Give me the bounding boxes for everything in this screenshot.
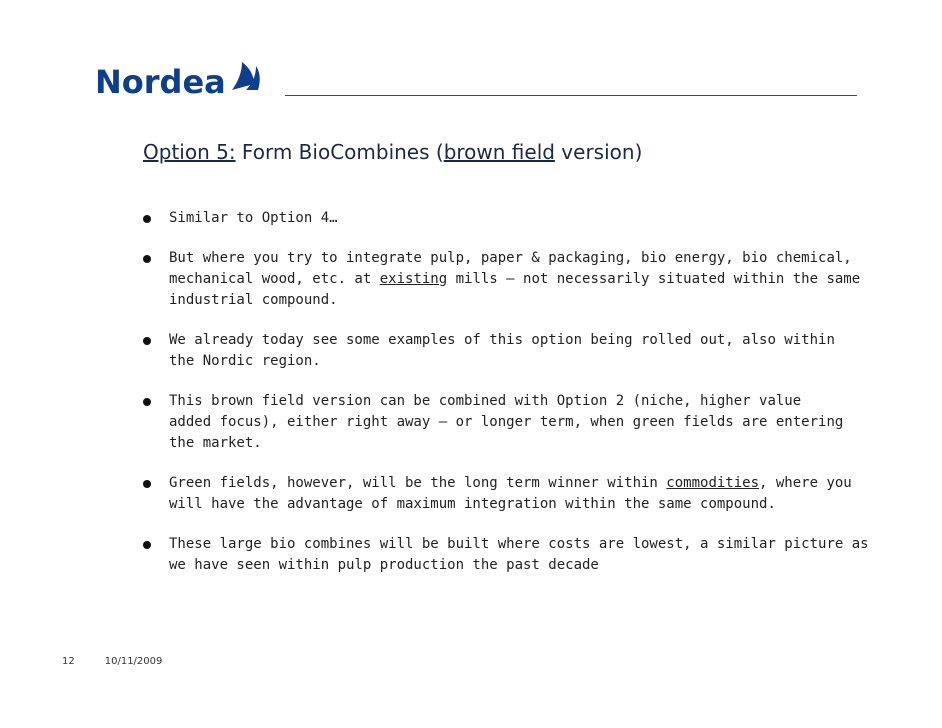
footer bbox=[62, 656, 162, 667]
bullet-item bbox=[143, 534, 869, 576]
bullet-line: Similar to Option 4… bbox=[169, 210, 338, 226]
bullet-line: added focus), either right away – or longer term, when green fields are entering bbox=[169, 414, 844, 430]
bullet-line: We already today see some examples of this option being rolled out, also within bbox=[169, 332, 835, 348]
bullet-line: industrial compound. bbox=[169, 292, 338, 308]
bullet-line bbox=[169, 473, 863, 494]
bullet-underlined: commodities bbox=[666, 475, 760, 491]
logo-text: Nordea bbox=[95, 63, 226, 101]
bullet-line: we have seen within pulp production the past decade bbox=[169, 557, 599, 573]
header-rule bbox=[285, 95, 857, 96]
title-underlined: brown field bbox=[443, 140, 555, 164]
bullet-list bbox=[143, 208, 869, 595]
bullet-post: , where you bbox=[759, 475, 852, 491]
sail-logo-icon bbox=[228, 60, 262, 94]
bullet-line bbox=[169, 269, 863, 290]
slide-title bbox=[143, 140, 642, 164]
bullet-pre: Green fields, however, will be the long term winner within bbox=[169, 475, 667, 491]
title-post: version) bbox=[554, 140, 643, 164]
bullet-line: the market. bbox=[169, 435, 262, 451]
bullet-line: the Nordic region. bbox=[169, 353, 321, 369]
bullet-line: will have the advantage of maximum integration within the same compound. bbox=[169, 496, 776, 512]
title-option-label: Option 5: bbox=[143, 140, 236, 164]
footer-date: 10/11/2009 bbox=[104, 656, 163, 667]
bullet-item bbox=[143, 330, 863, 372]
nordea-logo bbox=[95, 60, 262, 100]
bullet-underlined: existing bbox=[379, 271, 448, 287]
bullet-item bbox=[143, 208, 863, 229]
bullet-item bbox=[143, 391, 863, 454]
bullet-line: This brown field version can be combined with Option 2 (niche, higher value bbox=[169, 393, 802, 409]
bullet-item bbox=[143, 473, 863, 515]
page-number: 12 bbox=[62, 656, 75, 667]
title-pre: Form BioCombines ( bbox=[235, 140, 444, 164]
bullet-post: mills – not necessarily situated within the same bbox=[447, 271, 861, 287]
bullet-pre: mechanical wood, etc. at bbox=[169, 271, 380, 287]
bullet-item bbox=[143, 248, 863, 311]
bullet-line: These large bio combines will be built where costs are lowest, a similar picture as bbox=[169, 536, 869, 552]
bullet-line: But where you try to integrate pulp, paper & packaging, bio energy, bio chemical, bbox=[169, 250, 852, 266]
